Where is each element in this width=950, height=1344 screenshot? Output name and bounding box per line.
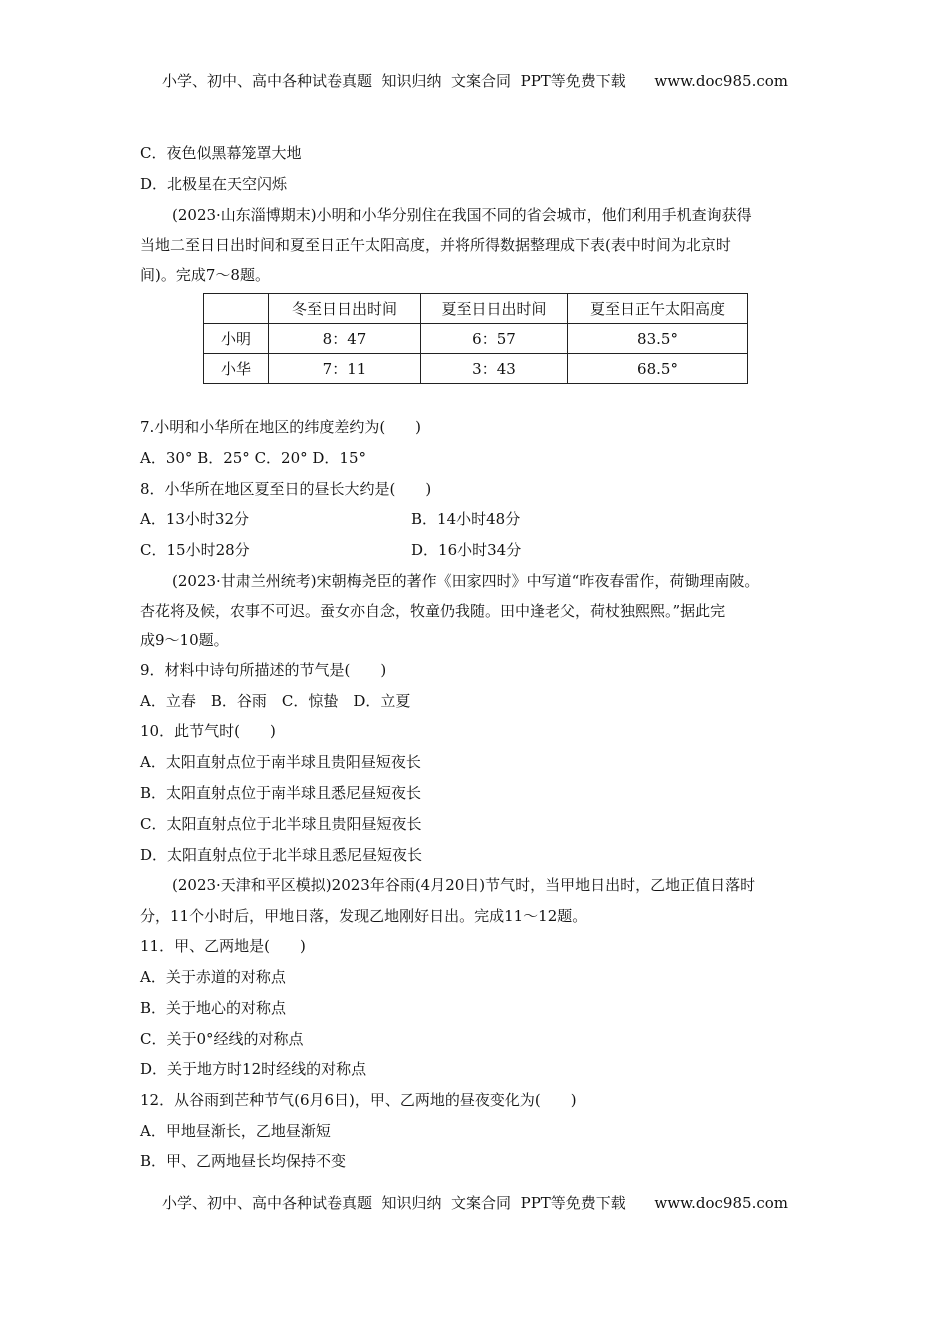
intro-11-12-line1: (2023·天津和平区模拟)2023年谷雨(4月20日)节气时，当甲地日出时，乙地正值日落时 [172, 876, 756, 894]
intro-9-10-line1: (2023·甘肃兰州统考)宋朝梅尧臣的著作《田家四时》中写道“昨夜春雷作，荷锄理南陂。 [172, 572, 760, 590]
table-cell: 7：11 [269, 354, 421, 384]
intro-7-8-line1: (2023·山东淄博期末)小明和小华分别住在我国不同的省会城市，他们利用手机查询获得 [172, 206, 752, 224]
question-10-option-d: D．太阳直射点位于北半球且悉尼昼短夜长 [140, 846, 423, 864]
question-12-option-b: B．甲、乙两地昼长均保持不变 [140, 1152, 347, 1170]
question-11-option-c: C．关于0°经线的对称点 [140, 1030, 304, 1048]
question-11: 11．甲、乙两地是( ) [140, 937, 306, 955]
table-header-cell: 夏至日正午太阳高度 [568, 294, 748, 324]
question-12-option-a: A．甲地昼渐长，乙地昼渐短 [140, 1122, 331, 1140]
table-cell: 83.5° [568, 324, 748, 354]
question-8-option-c: C．15小时28分 [140, 541, 250, 559]
intro-11-12-line2: 分，11个小时后，甲地日落，发现乙地刚好日出。完成11～12题。 [140, 907, 588, 925]
option-d-prev: D．北极星在天空闪烁 [140, 175, 288, 193]
question-10: 10．此节气时( ) [140, 722, 276, 740]
question-9-options: A．立春 B．谷雨 C．惊蛰 D．立夏 [140, 692, 411, 710]
table-cell: 6：57 [421, 324, 568, 354]
page-header: 小学、初中、高中各种试卷真题 知识归纳 文案合同 PPT等免费下载 www.doc985.com [161, 72, 788, 90]
question-8-option-b: B．14小时48分 [411, 510, 521, 528]
question-9: 9．材料中诗句所描述的节气是( ) [140, 661, 387, 679]
table-cell: 小明 [204, 324, 269, 354]
option-c-prev: C．夜色似黑幕笼罩大地 [140, 144, 302, 162]
question-10-option-b: B．太阳直射点位于南半球且悉尼昼短夜长 [140, 784, 422, 802]
table-cell: 8：47 [269, 324, 421, 354]
question-8-option-a: A．13小时32分 [140, 510, 250, 528]
data-table [203, 293, 748, 384]
table-header-row [204, 294, 748, 324]
question-7: 7.小明和小华所在地区的纬度差约为( ) [140, 418, 422, 436]
table-cell: 68.5° [568, 354, 748, 384]
page-footer: 小学、初中、高中各种试卷真题 知识归纳 文案合同 PPT等免费下载 www.doc985.com [161, 1194, 788, 1212]
question-10-option-a: A．太阳直射点位于南半球且贵阳昼短夜长 [140, 753, 421, 771]
table-cell: 3：43 [421, 354, 568, 384]
intro-9-10-line3: 成9～10题。 [140, 631, 229, 649]
question-12: 12．从谷雨到芒种节气(6月6日)，甲、乙两地的昼夜变化为( ) [140, 1091, 577, 1109]
intro-7-8-line3: 间)。完成7～8题。 [140, 266, 270, 284]
question-11-option-b: B．关于地心的对称点 [140, 999, 287, 1017]
question-8-option-d: D．16小时34分 [411, 541, 522, 559]
question-11-option-a: A．关于赤道的对称点 [140, 968, 286, 986]
table-cell: 小华 [204, 354, 269, 384]
question-7-options: A．30° B．25° C．20° D．15° [140, 449, 367, 467]
intro-7-8-line2: 当地二至日日出时间和夏至日正午太阳高度，并将所得数据整理成下表(表中时间为北京时 [140, 236, 731, 254]
question-10-option-c: C．太阳直射点位于北半球且贵阳昼短夜长 [140, 815, 422, 833]
table-header-cell: 夏至日日出时间 [421, 294, 568, 324]
table-header-cell [204, 294, 269, 324]
table-row [204, 324, 748, 354]
table-row [204, 354, 748, 384]
intro-9-10-line2: 杏花将及候，农事不可迟。蚕女亦自念，牧童仍我随。田中逢老父，荷杖独熙熙。”据此完 [140, 602, 726, 620]
table-header-cell: 冬至日日出时间 [269, 294, 421, 324]
question-11-option-d: D．关于地方时12时经线的对称点 [140, 1060, 367, 1078]
question-8: 8．小华所在地区夏至日的昼长大约是( ) [140, 480, 432, 498]
